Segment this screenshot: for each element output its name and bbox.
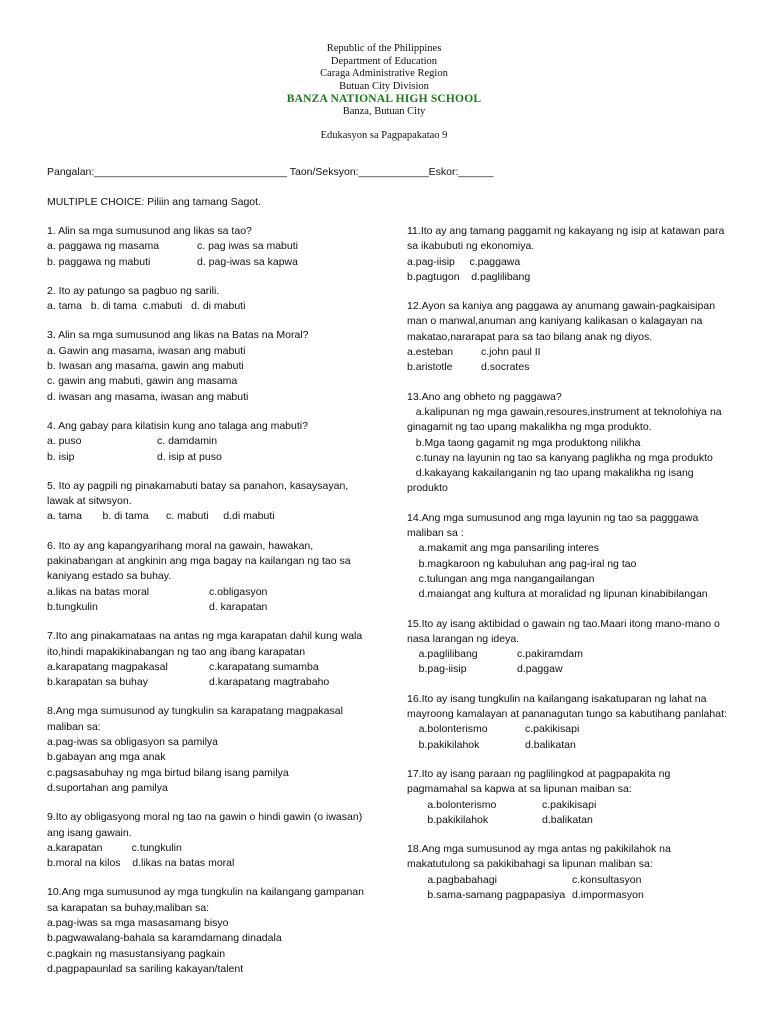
answer-options-row — [407, 255, 727, 270]
answer-options-row — [47, 255, 377, 270]
answer-option: a.pag-iwas sa mga masasamang bisyo — [47, 916, 229, 929]
answer-options-row — [407, 405, 727, 436]
answer-options-row — [47, 735, 377, 750]
question-item — [47, 885, 377, 977]
answer-options-row — [47, 947, 377, 962]
answer-options-row — [47, 660, 377, 675]
header-department: Department of Education — [330, 55, 438, 67]
answer-option: d.karapatang magtrabaho — [209, 676, 330, 689]
question-item — [47, 704, 377, 796]
answer-options-row — [47, 450, 377, 465]
answer-options-row — [407, 451, 727, 466]
answer-options-row — [407, 798, 727, 813]
answer-option: d.balikatan — [542, 813, 593, 826]
answer-option: a.kalipunan ng mga gawain,resoures,instrument at teknolohiya na ginagamit ng tao upang makalikha ng mga produkto. — [407, 405, 725, 434]
question-text: 16.Ito ay isang tungkulin na kailangang isakatuparan ng lahat na mayroong kamalayan at pananagutan tungo sa kabutihang panlahat: — [407, 692, 727, 721]
answer-options-row — [47, 856, 377, 871]
answer-option: d.paggaw — [517, 663, 563, 676]
question-item — [47, 810, 377, 871]
answer-option: a. tama b. di tama c. mabuti d.di mabuti — [47, 510, 275, 523]
answer-options-row — [47, 509, 377, 524]
answer-option: b. Iwasan ang masama, gawin ang mabuti — [47, 360, 244, 373]
answer-options-row — [407, 587, 727, 602]
answer-option: a.bolonterismo — [407, 798, 497, 811]
subject-title: Edukasyon sa Pagpapakatao 9 — [320, 129, 448, 141]
answer-options-row — [47, 585, 377, 600]
answer-options-row — [407, 662, 727, 677]
answer-option: b.aristotle — [407, 361, 453, 374]
answer-option: b.moral na kilos d.likas na batas moral — [47, 857, 235, 870]
answer-option: d. isip at puso — [157, 450, 222, 463]
answer-options-row — [407, 647, 727, 662]
answer-option: a. puso — [47, 435, 82, 448]
question-text: 17.Ito ay isang paraan ng paglilingkod at pagpapakita ng pagmamahal sa kapwa at sa lipunan maiban sa: — [407, 767, 671, 796]
answer-option: b.gabayan ang mga anak — [47, 751, 166, 764]
question-text: 11.Ito ay ang tamang paggamit ng kakayang ng isip at katawan para sa ikabubuti ng ekonomiya. — [407, 225, 725, 253]
answer-option: a.makamit ang mga pansariling interes — [407, 542, 600, 555]
question-text: 12.Ayon sa kaniya ang paggawa ay anumang gawain-pagkaisipan man o manwal,anuman ang kaniyang kalikasan o kalagayan na makatao,nararapat para sa tao bilang anak ng diyos. — [407, 300, 716, 343]
answer-options-row — [47, 675, 377, 690]
answer-options-row — [47, 390, 377, 405]
answer-options-row — [407, 888, 727, 903]
question-text: 7.Ito ang pinakamataas na antas ng mga karapatan dahil kung wala ito,hindi mapakikinabangan ng tao ang ibang karapatan — [47, 630, 363, 658]
answer-options-row — [47, 781, 377, 796]
answer-option: b.pagtugon d.paglilibang — [407, 270, 531, 283]
question-text: 6. Ito ay ang kapangyarihang moral na gawain, hawakan, pakinabangan at angkinin ang mga bagay na kailangan ng tao sa kaniyang estado sa buhay. — [47, 539, 351, 583]
answer-option: a.pag-iwas sa obligasyon sa pamilya — [47, 736, 219, 749]
answer-options-row — [47, 600, 377, 615]
answer-option: a.pagbabahagi — [407, 873, 497, 886]
header-region: Caraga Administrative Region — [320, 68, 448, 80]
answer-options-row — [47, 841, 377, 856]
answer-options-row — [407, 813, 727, 828]
answer-option: c.pagsasabuhay ng mga birtud bilang isang pamilya — [47, 766, 289, 779]
answer-option: b. isip — [47, 450, 75, 463]
answer-options-row — [407, 873, 727, 888]
answer-option: d.kakayang kakailanganin ng tao upang makalikha ng isang produkto — [407, 467, 697, 495]
question-text: 2. Ito ay patungo sa pagbuo ng sarili. — [47, 284, 220, 297]
answer-option: d.suportahan ang pamilya — [47, 781, 168, 794]
answer-options-row — [407, 466, 727, 497]
answer-option: c. pag iwas sa mabuti — [197, 240, 298, 253]
answer-option: a.esteban — [407, 346, 454, 359]
answer-options-row — [407, 738, 727, 753]
instructions: MULTIPLE CHOICE: Piliin ang tamang Sagot. — [47, 196, 261, 208]
answer-options-row — [47, 239, 377, 254]
answer-option: b.tungkulin — [47, 600, 98, 613]
question-text: 4. Ang gabay para kilatisin kung ano talaga ang mabuti? — [47, 419, 308, 432]
answer-options-row — [47, 916, 377, 931]
answer-option: d. karapatan — [209, 600, 268, 613]
answer-options-row — [47, 344, 377, 359]
answer-options-row — [47, 931, 377, 946]
answer-option: d. iwasan ang masama, iwasan ang mabuti — [47, 390, 249, 403]
answer-option: c.karapatang sumamba — [209, 660, 319, 673]
answer-options-row — [47, 359, 377, 374]
answer-option: b.sama-samang pagpapasiya — [407, 888, 566, 901]
question-text: 18.Ang mga sumusunod ay mga antas ng pakikilahok na makatutulong sa pakikibahagi sa lipunan maliban sa: — [407, 843, 671, 871]
answer-options-row — [407, 722, 727, 737]
answer-options-row — [47, 434, 377, 449]
question-item — [407, 299, 727, 375]
question-text: 13.Ano ang obheto ng paggawa? — [407, 390, 562, 403]
right-question-column — [407, 224, 727, 917]
answer-option: a.likas na batas moral — [47, 585, 150, 598]
answer-option: c.pagkain ng masustansiyang pagkain — [47, 947, 226, 960]
answer-option: c.pakikisapi — [542, 798, 597, 811]
answer-option: d.socrates — [481, 361, 530, 374]
answer-option: c.obligasyon — [209, 585, 268, 598]
answer-option: c. damdamin — [157, 435, 218, 448]
question-item — [47, 419, 377, 465]
answer-option: c.tunay na layunin ng tao sa kanyang paglikha ng mga produkto — [407, 451, 713, 464]
answer-option: d.balikatan — [525, 738, 576, 751]
answer-option: c. gawin ang mabuti, gawin ang masama — [47, 375, 238, 388]
answer-options-row — [47, 962, 377, 977]
question-item — [407, 842, 727, 903]
answer-option: a. paggawa ng masama — [47, 240, 160, 253]
question-text: 9.Ito ay obligasyong moral ng tao na gawin o hindi gawin (o iwasan) ang isang gawain. — [47, 811, 363, 839]
question-text: 14.Ang mga sumusunod ang mga layunin ng tao sa pagggawa maliban sa : — [407, 511, 699, 540]
question-text: 15.Ito ay isang aktibidad o gawain ng tao.Maari itong mano-mano o nasa larangan ng ideya. — [407, 617, 720, 645]
answer-option: b.karapatan sa buhay — [47, 676, 148, 689]
question-item — [407, 767, 727, 828]
question-item — [47, 629, 377, 690]
answer-option: b.pakikilahok — [407, 738, 480, 751]
answer-options-row — [407, 557, 727, 572]
question-item — [407, 617, 727, 678]
answer-options-row — [47, 374, 377, 389]
question-text: 3. Alin sa mga sumusunod ang likas na Batas na Moral? — [47, 329, 309, 342]
question-text: 1. Alin sa mga sumusunod ang likas sa tao? — [47, 225, 252, 237]
question-text: 5. Ito ay pagpili ng pinakamabuti batay sa panahon, kasaysayan, lawak at sitwsyon. — [47, 479, 349, 508]
header-republic: Republic of the Philippines — [326, 43, 442, 54]
answer-options-row — [407, 541, 727, 556]
answer-option: a.pag-iisip c.paggawa — [407, 255, 521, 268]
school-name: BANZA NATIONAL HIGH SCHOOL — [286, 93, 482, 106]
answer-option: d.impormasyon — [572, 888, 644, 901]
answer-option: d.pagpapaunlad sa sariling kakayan/talent — [47, 962, 244, 975]
answer-option: c.konsultasyon — [572, 873, 642, 886]
question-item — [47, 284, 377, 315]
document-header — [0, 43, 768, 142]
answer-option: b.magkaroon ng kabuluhan ang pag-iral ng tao — [407, 557, 637, 570]
question-text: 8.Ang mga sumusunod ay tungkulin sa karapatang magpakasal maliban sa: — [47, 705, 343, 733]
answer-options-row — [407, 360, 727, 375]
question-item — [407, 224, 727, 285]
answer-options-row — [407, 345, 727, 360]
student-info-fields: Pangalan:_________________________________ Taon/Seksyon:____________Eskor:______ — [47, 166, 494, 178]
answer-option: c.tulungan ang mga nangangailangan — [407, 572, 595, 585]
answer-option: b.pagwawalang-bahala sa karamdamang dinadala — [47, 932, 282, 945]
answer-option: a.paglilibang — [407, 648, 478, 661]
left-question-column — [47, 224, 377, 991]
answer-option: a.bolonterismo — [407, 723, 488, 736]
question-item — [47, 539, 377, 615]
answer-option: c.pakiramdam — [517, 648, 583, 661]
answer-option: d.maiangat ang kultura at moralidad ng lipunan kinabibilangan — [407, 588, 708, 601]
answer-option: b.Mga taong gagamit ng mga produktong nilikha — [407, 436, 641, 449]
question-text: 10.Ang mga sumusunod ay mga tungkulin na kailangang gampanan sa karapatan sa buhay,maliban sa: — [47, 886, 364, 914]
question-item — [47, 479, 377, 525]
question-item — [407, 692, 727, 753]
question-item — [407, 511, 727, 603]
answer-option: c.pakikisapi — [525, 723, 580, 736]
answer-options-row — [47, 766, 377, 781]
header-division: Butuan City Division — [339, 80, 429, 92]
answer-option: a. tama b. di tama c.mabuti d. di mabuti — [47, 300, 246, 313]
answer-option: b.pag-iisip — [407, 663, 467, 676]
answer-options-row — [47, 750, 377, 765]
answer-option: a. Gawin ang masama, iwasan ang mabuti — [47, 344, 246, 357]
answer-options-row — [407, 436, 727, 451]
question-item — [47, 224, 377, 270]
answer-options-row — [407, 270, 727, 285]
question-item — [407, 390, 727, 497]
answer-option: c.john paul II — [481, 346, 541, 359]
answer-option: b.pakikilahok — [407, 813, 489, 826]
answer-option: d. pag-iwas sa kapwa — [197, 255, 298, 268]
school-address: Banza, Butuan City — [342, 105, 426, 117]
answer-option: b. paggawa ng mabuti — [47, 255, 151, 268]
answer-options-row — [407, 572, 727, 587]
answer-options-row — [47, 299, 377, 314]
answer-option: a.karapatang magpakasal — [47, 660, 168, 673]
answer-option: a.karapatan c.tungkulin — [47, 841, 182, 854]
question-item — [47, 328, 377, 404]
